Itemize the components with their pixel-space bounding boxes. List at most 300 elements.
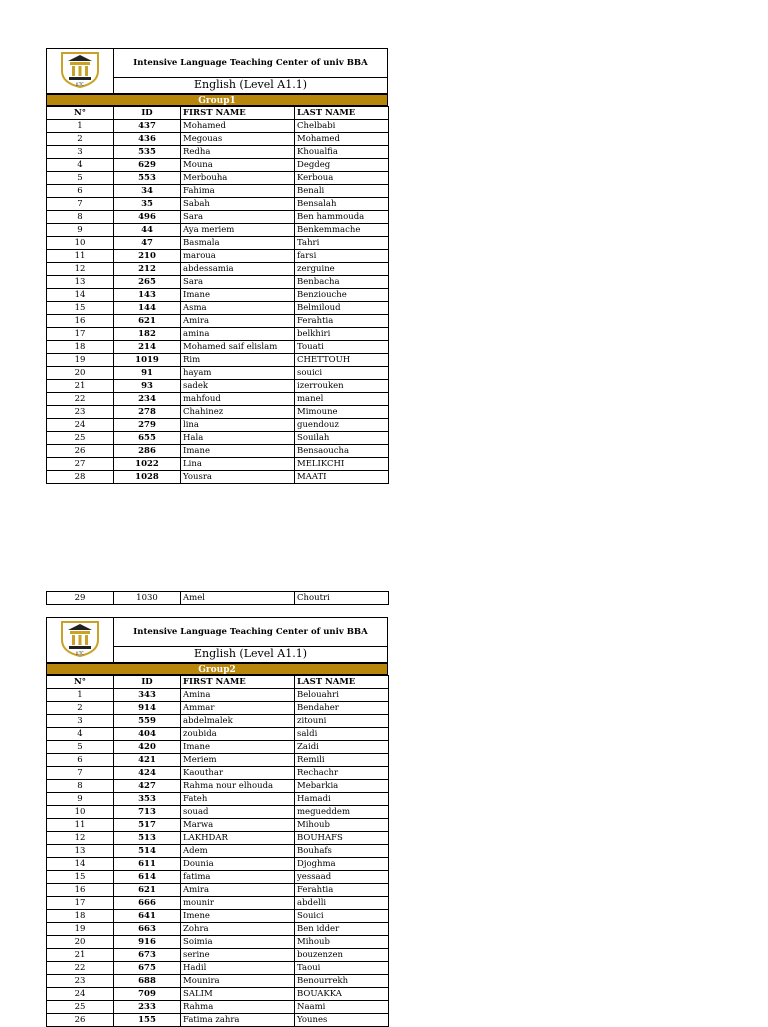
row-number: 23 bbox=[47, 406, 114, 419]
row-id: 1019 bbox=[114, 354, 181, 367]
table-row bbox=[47, 458, 389, 471]
row-last-name: guendouz bbox=[295, 419, 389, 432]
table-row bbox=[47, 419, 389, 432]
table-row bbox=[47, 806, 389, 819]
table-row bbox=[47, 133, 389, 146]
row-last-name: souici bbox=[295, 367, 389, 380]
row-number: 4 bbox=[47, 728, 114, 741]
row-number: 27 bbox=[47, 458, 114, 471]
row-first-name: Meriem bbox=[181, 754, 295, 767]
row-id: 265 bbox=[114, 276, 181, 289]
center-title: Intensive Language Teaching Center of univ BBA bbox=[114, 49, 388, 78]
table-row bbox=[47, 289, 389, 302]
row-last-name: Chelbabi bbox=[295, 120, 389, 133]
row-last-name: zerguine bbox=[295, 263, 389, 276]
row-last-name: Mohamed bbox=[295, 133, 389, 146]
row-number: 2 bbox=[47, 133, 114, 146]
row-first-name: Imene bbox=[181, 910, 295, 923]
group2-roster bbox=[46, 617, 388, 1027]
row-number: 12 bbox=[47, 263, 114, 276]
row-first-name: fatima bbox=[181, 871, 295, 884]
row-first-name: Lina bbox=[181, 458, 295, 471]
row-last-name: Ferahtia bbox=[295, 884, 389, 897]
row-last-name: Belmiloud bbox=[295, 302, 389, 315]
row-last-name: megueddem bbox=[295, 806, 389, 819]
row-id: 420 bbox=[114, 741, 181, 754]
row-first-name: Hadil bbox=[181, 962, 295, 975]
table-row bbox=[47, 754, 389, 767]
table-row bbox=[47, 910, 389, 923]
row-last-name: Hamadi bbox=[295, 793, 389, 806]
row-number: 5 bbox=[47, 172, 114, 185]
row-id: 437 bbox=[114, 120, 181, 133]
table-row bbox=[47, 237, 389, 250]
row-first-name: Soimia bbox=[181, 936, 295, 949]
table-row bbox=[47, 871, 389, 884]
table-row bbox=[47, 263, 389, 276]
row-number: 26 bbox=[47, 445, 114, 458]
row-number: 12 bbox=[47, 832, 114, 845]
row-number: 7 bbox=[47, 198, 114, 211]
row-number: 10 bbox=[47, 806, 114, 819]
row-first-name: zoubida bbox=[181, 728, 295, 741]
row-first-name: Rahma bbox=[181, 1001, 295, 1014]
row-last-name: Rechachr bbox=[295, 767, 389, 780]
row-number: 6 bbox=[47, 185, 114, 198]
row-last-name: Benourrekh bbox=[295, 975, 389, 988]
row-last-name: Bendaher bbox=[295, 702, 389, 715]
row-last-name: Younes bbox=[295, 1014, 389, 1027]
row-number: 19 bbox=[47, 354, 114, 367]
row-first-name: abdelmalek bbox=[181, 715, 295, 728]
row-id: 279 bbox=[114, 419, 181, 432]
row-first-name: Mohamed saif elislam bbox=[181, 341, 295, 354]
table-row bbox=[47, 393, 389, 406]
row-number: 20 bbox=[47, 936, 114, 949]
row-first-name: Kaouthar bbox=[181, 767, 295, 780]
row-first-name: Aya meriem bbox=[181, 224, 295, 237]
row-first-name: Megouas bbox=[181, 133, 295, 146]
table-row bbox=[47, 592, 389, 605]
row-id: 34 bbox=[114, 185, 181, 198]
row-first-name: Yousra bbox=[181, 471, 295, 484]
row-number: 22 bbox=[47, 962, 114, 975]
table-row bbox=[47, 146, 389, 159]
row-number: 23 bbox=[47, 975, 114, 988]
row-first-name: Adem bbox=[181, 845, 295, 858]
row-first-name: lina bbox=[181, 419, 295, 432]
table-row bbox=[47, 1001, 389, 1014]
row-last-name: Choutri bbox=[295, 592, 389, 605]
row-last-name: Souici bbox=[295, 910, 389, 923]
group2-header bbox=[46, 617, 388, 663]
row-id: 278 bbox=[114, 406, 181, 419]
row-last-name: Benziouche bbox=[295, 289, 389, 302]
row-last-name: Bensaoucha bbox=[295, 445, 389, 458]
row-first-name: Basmala bbox=[181, 237, 295, 250]
row-last-name: Benbacha bbox=[295, 276, 389, 289]
row-first-name: Chahinez bbox=[181, 406, 295, 419]
row-number: 16 bbox=[47, 884, 114, 897]
row-first-name: souad bbox=[181, 806, 295, 819]
row-first-name: serine bbox=[181, 949, 295, 962]
row-first-name: Fatima zahra bbox=[181, 1014, 295, 1027]
row-id: 343 bbox=[114, 689, 181, 702]
row-number: 24 bbox=[47, 419, 114, 432]
row-id: 1022 bbox=[114, 458, 181, 471]
row-first-name: maroua bbox=[181, 250, 295, 263]
row-first-name: Rahma nour elhouda bbox=[181, 780, 295, 793]
row-last-name: Bensalah bbox=[295, 198, 389, 211]
table-row bbox=[47, 923, 389, 936]
row-first-name: Hala bbox=[181, 432, 295, 445]
table-row bbox=[47, 832, 389, 845]
row-id: 144 bbox=[114, 302, 181, 315]
table-row bbox=[47, 884, 389, 897]
row-number: 15 bbox=[47, 871, 114, 884]
center-title: Intensive Language Teaching Center of univ BBA bbox=[114, 618, 388, 647]
row-last-name: BOUHAFS bbox=[295, 832, 389, 845]
row-first-name: Imane bbox=[181, 445, 295, 458]
row-number: 17 bbox=[47, 897, 114, 910]
row-number: 21 bbox=[47, 380, 114, 393]
logo-caption: ILTC bbox=[76, 651, 84, 656]
row-first-name: abdessamia bbox=[181, 263, 295, 276]
row-number: 14 bbox=[47, 858, 114, 871]
row-id: 234 bbox=[114, 393, 181, 406]
university-logo-icon bbox=[54, 49, 106, 89]
row-number: 11 bbox=[47, 250, 114, 263]
row-first-name: Rim bbox=[181, 354, 295, 367]
row-first-name: mounir bbox=[181, 897, 295, 910]
table-row bbox=[47, 780, 389, 793]
row-id: 182 bbox=[114, 328, 181, 341]
row-number: 29 bbox=[47, 592, 114, 605]
table-row bbox=[47, 276, 389, 289]
row-id: 286 bbox=[114, 445, 181, 458]
row-last-name: Mihoub bbox=[295, 819, 389, 832]
row-last-name: saldi bbox=[295, 728, 389, 741]
row-last-name: Naami bbox=[295, 1001, 389, 1014]
row-id: 688 bbox=[114, 975, 181, 988]
row-last-name: Remili bbox=[295, 754, 389, 767]
row-id: 559 bbox=[114, 715, 181, 728]
table-row bbox=[47, 936, 389, 949]
row-last-name: Mebarkia bbox=[295, 780, 389, 793]
row-id: 513 bbox=[114, 832, 181, 845]
extra-row-block bbox=[46, 591, 389, 605]
row-last-name: Kerboua bbox=[295, 172, 389, 185]
row-number: 20 bbox=[47, 367, 114, 380]
row-first-name: Amira bbox=[181, 315, 295, 328]
row-id: 611 bbox=[114, 858, 181, 871]
row-number: 13 bbox=[47, 276, 114, 289]
row-last-name: abdelli bbox=[295, 897, 389, 910]
row-id: 427 bbox=[114, 780, 181, 793]
row-id: 553 bbox=[114, 172, 181, 185]
row-first-name: Asma bbox=[181, 302, 295, 315]
row-last-name: Tahri bbox=[295, 237, 389, 250]
table-row bbox=[47, 224, 389, 237]
row-id: 353 bbox=[114, 793, 181, 806]
column-header-row bbox=[47, 107, 389, 120]
table-row bbox=[47, 432, 389, 445]
row-id: 673 bbox=[114, 949, 181, 962]
row-last-name: CHETTOUH bbox=[295, 354, 389, 367]
row-number: 2 bbox=[47, 702, 114, 715]
row-last-name: Benkemmache bbox=[295, 224, 389, 237]
table-row bbox=[47, 715, 389, 728]
logo-caption: ILTC bbox=[76, 82, 84, 87]
row-number: 19 bbox=[47, 923, 114, 936]
group1-roster bbox=[46, 48, 388, 484]
row-last-name: Touati bbox=[295, 341, 389, 354]
row-id: 210 bbox=[114, 250, 181, 263]
row-number: 22 bbox=[47, 393, 114, 406]
logo-cell bbox=[47, 618, 114, 663]
row-id: 436 bbox=[114, 133, 181, 146]
row-first-name: Sara bbox=[181, 211, 295, 224]
row-last-name: MELIKCHI bbox=[295, 458, 389, 471]
row-first-name: sadek bbox=[181, 380, 295, 393]
row-number: 8 bbox=[47, 211, 114, 224]
row-first-name: Mouna bbox=[181, 159, 295, 172]
table-row bbox=[47, 793, 389, 806]
row-first-name: Amira bbox=[181, 884, 295, 897]
extra-row-table bbox=[46, 591, 389, 605]
row-id: 675 bbox=[114, 962, 181, 975]
row-number: 25 bbox=[47, 432, 114, 445]
level-title: English (Level A1.1) bbox=[114, 646, 388, 662]
row-last-name: zitouni bbox=[295, 715, 389, 728]
row-number: 6 bbox=[47, 754, 114, 767]
row-id: 44 bbox=[114, 224, 181, 237]
table-row bbox=[47, 689, 389, 702]
row-last-name: Zaidi bbox=[295, 741, 389, 754]
row-first-name: Sara bbox=[181, 276, 295, 289]
row-last-name: BOUAKKA bbox=[295, 988, 389, 1001]
row-id: 424 bbox=[114, 767, 181, 780]
table-row bbox=[47, 845, 389, 858]
row-id: 1028 bbox=[114, 471, 181, 484]
row-id: 212 bbox=[114, 263, 181, 276]
group1-table bbox=[46, 106, 389, 484]
row-first-name: mahfoud bbox=[181, 393, 295, 406]
table-row bbox=[47, 354, 389, 367]
row-last-name: izerrouken bbox=[295, 380, 389, 393]
row-id: 535 bbox=[114, 146, 181, 159]
row-id: 404 bbox=[114, 728, 181, 741]
row-number: 10 bbox=[47, 237, 114, 250]
col-first-name: FIRST NAME bbox=[181, 107, 295, 120]
col-first-name: FIRST NAME bbox=[181, 676, 295, 689]
group2-table bbox=[46, 675, 389, 1027]
row-first-name: Amina bbox=[181, 689, 295, 702]
row-last-name: Mihoub bbox=[295, 936, 389, 949]
table-row bbox=[47, 341, 389, 354]
row-id: 91 bbox=[114, 367, 181, 380]
row-number: 13 bbox=[47, 845, 114, 858]
col-id: ID bbox=[114, 107, 181, 120]
row-id: 713 bbox=[114, 806, 181, 819]
row-id: 421 bbox=[114, 754, 181, 767]
row-last-name: Ferahtia bbox=[295, 315, 389, 328]
row-id: 629 bbox=[114, 159, 181, 172]
table-row bbox=[47, 367, 389, 380]
row-number: 26 bbox=[47, 1014, 114, 1027]
row-number: 3 bbox=[47, 715, 114, 728]
row-id: 155 bbox=[114, 1014, 181, 1027]
table-row bbox=[47, 250, 389, 263]
row-first-name: Marwa bbox=[181, 819, 295, 832]
row-first-name: SALIM bbox=[181, 988, 295, 1001]
row-id: 621 bbox=[114, 884, 181, 897]
row-number: 9 bbox=[47, 224, 114, 237]
row-last-name: Ben hammouda bbox=[295, 211, 389, 224]
row-number: 14 bbox=[47, 289, 114, 302]
row-id: 914 bbox=[114, 702, 181, 715]
row-last-name: MAATI bbox=[295, 471, 389, 484]
table-row bbox=[47, 211, 389, 224]
table-row bbox=[47, 975, 389, 988]
row-number: 1 bbox=[47, 689, 114, 702]
row-last-name: Souilah bbox=[295, 432, 389, 445]
row-id: 35 bbox=[114, 198, 181, 211]
table-row bbox=[47, 858, 389, 871]
row-first-name: Dounia bbox=[181, 858, 295, 871]
row-number: 11 bbox=[47, 819, 114, 832]
column-header-row bbox=[47, 676, 389, 689]
row-first-name: Amel bbox=[181, 592, 295, 605]
row-number: 7 bbox=[47, 767, 114, 780]
row-first-name: Mounira bbox=[181, 975, 295, 988]
table-row bbox=[47, 185, 389, 198]
row-number: 17 bbox=[47, 328, 114, 341]
university-logo-icon bbox=[54, 618, 106, 658]
table-row bbox=[47, 172, 389, 185]
row-id: 1030 bbox=[114, 592, 181, 605]
row-last-name: yessaad bbox=[295, 871, 389, 884]
row-id: 666 bbox=[114, 897, 181, 910]
row-id: 47 bbox=[114, 237, 181, 250]
row-number: 25 bbox=[47, 1001, 114, 1014]
col-last-name: LAST NAME bbox=[295, 107, 389, 120]
row-last-name: Belouahri bbox=[295, 689, 389, 702]
row-first-name: Imane bbox=[181, 741, 295, 754]
row-first-name: Zohra bbox=[181, 923, 295, 936]
row-last-name: Taoui bbox=[295, 962, 389, 975]
col-last-name: LAST NAME bbox=[295, 676, 389, 689]
row-first-name: Ammar bbox=[181, 702, 295, 715]
row-last-name: belkhiri bbox=[295, 328, 389, 341]
table-row bbox=[47, 741, 389, 754]
table-row bbox=[47, 198, 389, 211]
table-row bbox=[47, 728, 389, 741]
row-number: 4 bbox=[47, 159, 114, 172]
row-last-name: Bouhafs bbox=[295, 845, 389, 858]
row-number: 5 bbox=[47, 741, 114, 754]
row-number: 28 bbox=[47, 471, 114, 484]
table-row bbox=[47, 962, 389, 975]
row-number: 1 bbox=[47, 120, 114, 133]
row-first-name: Fahima bbox=[181, 185, 295, 198]
level-title: English (Level A1.1) bbox=[114, 77, 388, 93]
table-row bbox=[47, 949, 389, 962]
table-row bbox=[47, 445, 389, 458]
row-id: 621 bbox=[114, 315, 181, 328]
table-row bbox=[47, 819, 389, 832]
row-last-name: Ben idder bbox=[295, 923, 389, 936]
row-id: 655 bbox=[114, 432, 181, 445]
row-last-name: Djoghma bbox=[295, 858, 389, 871]
row-id: 93 bbox=[114, 380, 181, 393]
row-first-name: amina bbox=[181, 328, 295, 341]
row-number: 18 bbox=[47, 341, 114, 354]
row-id: 514 bbox=[114, 845, 181, 858]
col-number: N° bbox=[47, 107, 114, 120]
logo-cell bbox=[47, 49, 114, 94]
table-row bbox=[47, 988, 389, 1001]
row-last-name: bouzenzen bbox=[295, 949, 389, 962]
row-last-name: farsi bbox=[295, 250, 389, 263]
group1-header bbox=[46, 48, 388, 94]
row-first-name: Sabah bbox=[181, 198, 295, 211]
row-first-name: Merbouha bbox=[181, 172, 295, 185]
col-number: N° bbox=[47, 676, 114, 689]
row-number: 16 bbox=[47, 315, 114, 328]
table-row bbox=[47, 767, 389, 780]
row-first-name: Fateh bbox=[181, 793, 295, 806]
row-id: 709 bbox=[114, 988, 181, 1001]
row-number: 15 bbox=[47, 302, 114, 315]
row-first-name: Redha bbox=[181, 146, 295, 159]
table-row bbox=[47, 120, 389, 133]
row-id: 233 bbox=[114, 1001, 181, 1014]
row-id: 143 bbox=[114, 289, 181, 302]
row-number: 21 bbox=[47, 949, 114, 962]
row-last-name: manel bbox=[295, 393, 389, 406]
row-first-name: hayam bbox=[181, 367, 295, 380]
row-id: 641 bbox=[114, 910, 181, 923]
table-row bbox=[47, 406, 389, 419]
row-id: 663 bbox=[114, 923, 181, 936]
table-row bbox=[47, 702, 389, 715]
row-number: 24 bbox=[47, 988, 114, 1001]
row-last-name: Mimoune bbox=[295, 406, 389, 419]
row-first-name: Mohamed bbox=[181, 120, 295, 133]
row-id: 214 bbox=[114, 341, 181, 354]
table-row bbox=[47, 302, 389, 315]
table-row bbox=[47, 1014, 389, 1027]
row-number: 18 bbox=[47, 910, 114, 923]
row-number: 8 bbox=[47, 780, 114, 793]
row-first-name: Imane bbox=[181, 289, 295, 302]
col-id: ID bbox=[114, 676, 181, 689]
row-id: 496 bbox=[114, 211, 181, 224]
table-row bbox=[47, 471, 389, 484]
row-number: 9 bbox=[47, 793, 114, 806]
table-row bbox=[47, 159, 389, 172]
row-last-name: Degdeg bbox=[295, 159, 389, 172]
table-row bbox=[47, 328, 389, 341]
table-row bbox=[47, 315, 389, 328]
row-id: 614 bbox=[114, 871, 181, 884]
row-first-name: LAKHDAR bbox=[181, 832, 295, 845]
group-label: Group1 bbox=[46, 94, 388, 106]
row-last-name: Benali bbox=[295, 185, 389, 198]
row-last-name: Khoualfia bbox=[295, 146, 389, 159]
table-row bbox=[47, 897, 389, 910]
